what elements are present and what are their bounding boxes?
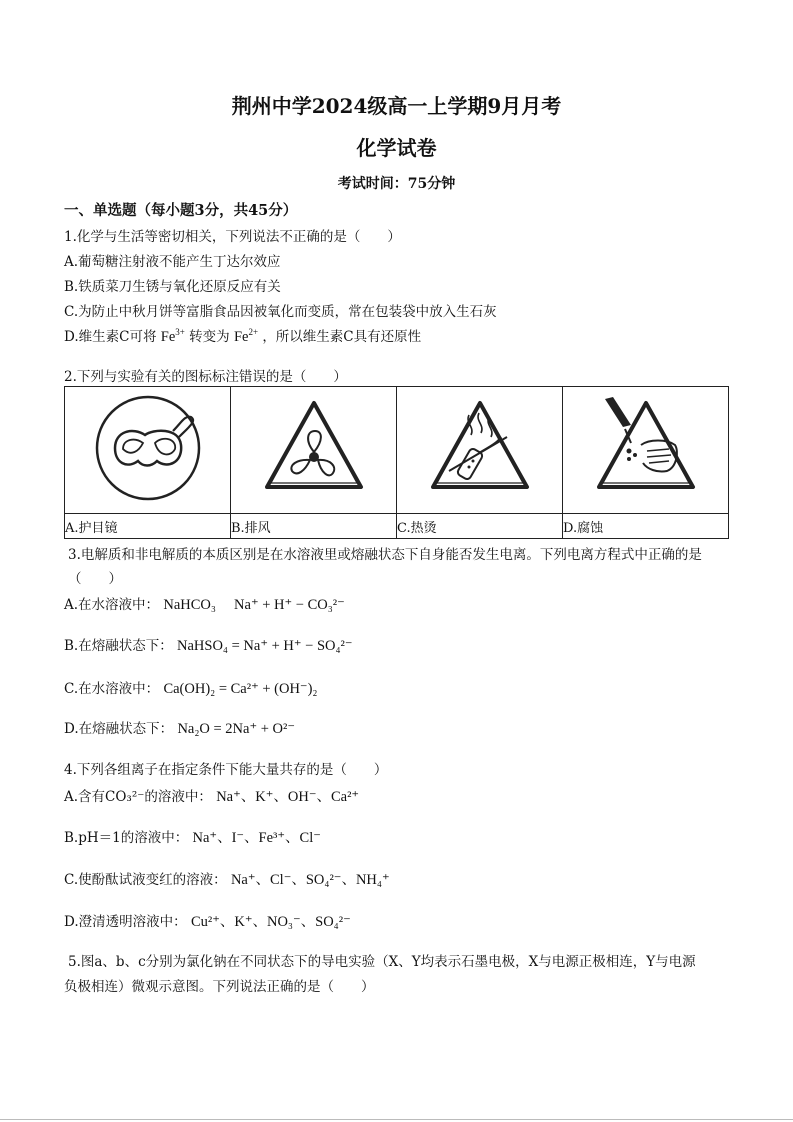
- icon-cell-b: [231, 387, 397, 514]
- exam-title: 荆州中学2024级高一上学期9月月考: [231, 94, 562, 118]
- q4-a-prefix: A.含有CO₃²⁻的溶液中：: [64, 789, 212, 805]
- q3-b-prefix: B.在熔融状态下：: [64, 638, 173, 654]
- q4-a-ions: Na⁺、K⁺、OH⁻、Ca²⁺: [216, 789, 360, 805]
- icon-label-c: C.热烫: [397, 514, 563, 539]
- icon-label-a: A.护目镜: [65, 514, 231, 539]
- q1-d-ion-fe2: $Fe^{2+}$: [233, 327, 259, 345]
- q3-stem-line1: 3.电解质和非电解质的本质区别是在水溶液里或熔融状态下自身能否发生电离。下列电离方程式中正确的是: [68, 547, 702, 563]
- q1-d-suffix: ，所以维生素C具有还原性: [262, 329, 422, 345]
- q1-option-b: B.铁质菜刀生锈与氧化还原反应有关: [64, 279, 281, 295]
- q4-c-prefix: C.使酚酞试液变红的溶液：: [64, 872, 227, 888]
- q3-option-d: [64, 717, 295, 738]
- corrosion-icon: [591, 393, 701, 503]
- q4-d-ions: Cu²⁺、K⁺、NO₃⁻、SO₄²⁻: [190, 914, 351, 930]
- q1-stem: 1.化学与生活等密切相关，下列说法不正确的是（ ）: [64, 229, 401, 245]
- exam-subtitle: 化学试卷: [356, 136, 437, 160]
- q4-option-d: [64, 910, 351, 931]
- goggles-icon: [93, 393, 203, 503]
- icon-cell-d: [563, 387, 729, 514]
- q4-c-ions: Na⁺、Cl⁻、SO₄²⁻、NH₄⁺: [230, 872, 390, 888]
- q3-b-equation: NaHSO₄ = Na⁺ + H⁺ − SO₄²⁻: [177, 638, 353, 654]
- q3-option-a: [64, 593, 345, 614]
- q4-option-a: [64, 785, 359, 806]
- q3-d-prefix: D.在熔融状态下：: [64, 721, 174, 737]
- q3-a-equation: NaHCO₃ Na⁺ + H⁺ − CO₃²⁻: [163, 597, 345, 613]
- q5-stem-line1: 5.图a、b、c分别为氯化钠在不同状态下的导电实验（X、Y均表示石墨电极，X与电源正极相连，Y与电源: [68, 954, 696, 970]
- q3-option-c: [64, 677, 317, 698]
- section-heading: 一、单选题（每小题3分，共45分）: [64, 202, 298, 219]
- q4-d-prefix: D.澄清透明溶液中：: [64, 914, 187, 930]
- fan-icon: [259, 393, 369, 503]
- q4-stem: 4.下列各组离子在指定条件下能大量共存的是（ ）: [64, 762, 388, 778]
- q3-c-equation: Ca(OH)₂ = Ca²⁺ + (OH⁻)₂: [163, 681, 318, 697]
- q4-option-b: [64, 826, 321, 847]
- q1-d-ion-fe3: $Fe^{3+}$: [160, 327, 185, 345]
- q4-b-ions: Na⁺、I⁻、Fe³⁺、Cl⁻: [192, 830, 321, 846]
- q3-c-prefix: C.在水溶液中：: [64, 681, 160, 697]
- q3-d-equation: Na₂O = 2Na⁺ + O²⁻: [177, 721, 296, 737]
- page-bottom-rule: [0, 1119, 793, 1120]
- q3-stem-line2: （ ）: [68, 571, 122, 587]
- q1-d-mid: 转变为: [189, 329, 230, 345]
- q1-option-d: [64, 325, 421, 346]
- q1-option-c: C.为防止中秋月饼等富脂食品因被氧化而变质，常在包装袋中放入生石灰: [64, 304, 497, 320]
- icon-cell-c: [397, 387, 563, 514]
- q4-option-c: [64, 868, 390, 889]
- icon-label-d: D.腐蚀: [563, 514, 729, 539]
- hazard-icon-table: [64, 386, 729, 539]
- icon-label-b: B.排风: [231, 514, 397, 539]
- q1-d-prefix: D.维生素C可将: [64, 329, 157, 345]
- q4-b-prefix: B.pH＝1的溶液中：: [64, 830, 189, 846]
- q2-stem: 2.下列与实验有关的图标标注错误的是（ ）: [64, 369, 347, 385]
- exam-time: 考试时间：75分钟: [337, 176, 456, 192]
- hot-surface-icon: [425, 393, 535, 503]
- q5-stem-line2: 负极相连）微观示意图。下列说法正确的是（ ）: [64, 979, 375, 995]
- icon-cell-a: [65, 387, 231, 514]
- q3-a-prefix: A.在水溶液中：: [64, 597, 160, 613]
- q3-option-b: [64, 634, 353, 655]
- q1-option-a: A.葡萄糖注射液不能产生丁达尔效应: [64, 254, 281, 270]
